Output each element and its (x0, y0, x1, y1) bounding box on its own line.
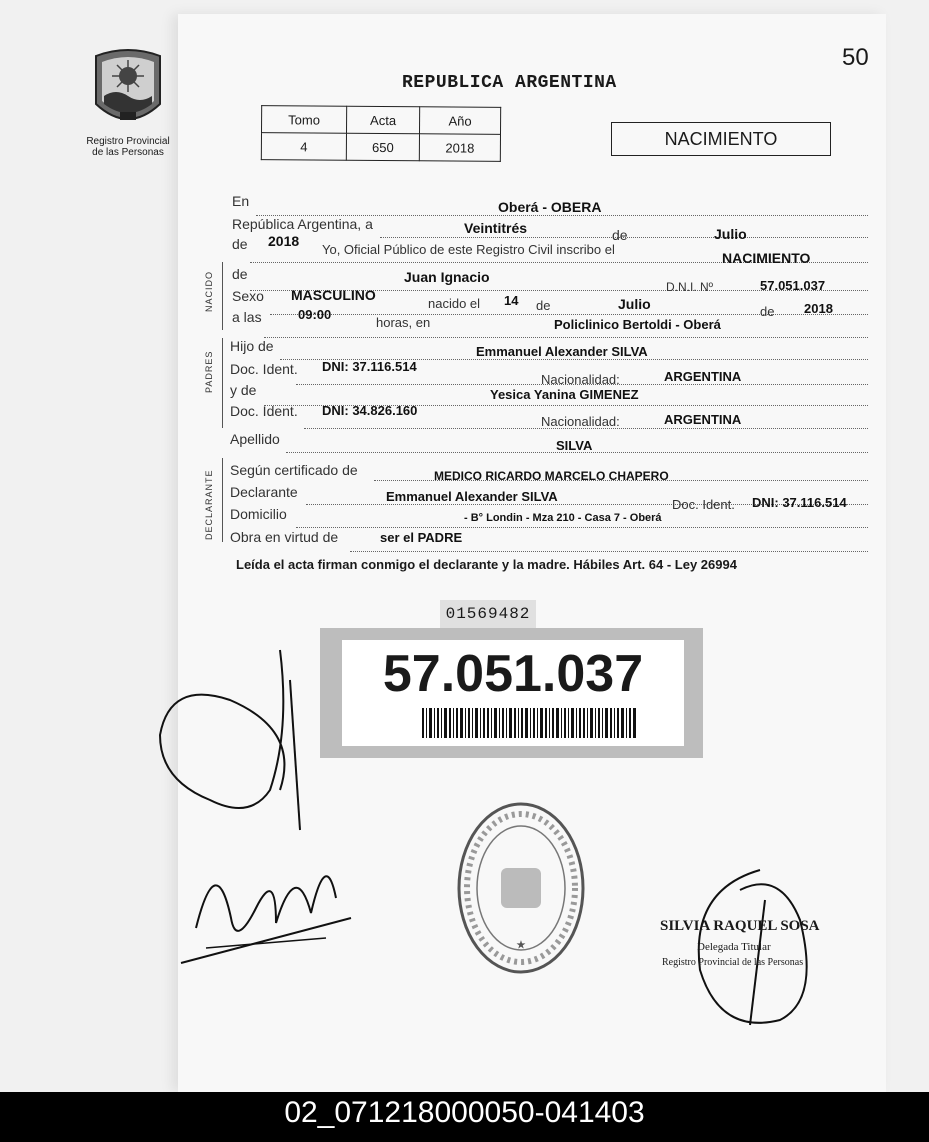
republica-label: República Argentina, a (232, 216, 373, 232)
declarante-bar (222, 458, 223, 542)
mes-value: Julio (714, 226, 747, 242)
organization-name (78, 136, 178, 158)
nac-anio-value: 2018 (804, 301, 833, 316)
dia-value: Veintitrés (464, 220, 528, 236)
nombre-label: de (232, 266, 248, 282)
lugar-nacimiento-value: Policlinico Bertoldi - Oberá (554, 317, 721, 332)
ref-header-anio: Año (419, 107, 500, 135)
padre-value: Emmanuel Alexander SILVA (476, 344, 648, 359)
dom-label: Domicilio (230, 506, 287, 522)
nacido-label: nacido el (428, 296, 481, 311)
org-line-2: de las Personas (92, 147, 164, 158)
dni-label: D.N.I. Nº (666, 280, 714, 294)
de3-label: de (536, 298, 551, 313)
handwritten-signature (150, 640, 320, 840)
doc1-label: Doc. Ident. (230, 361, 298, 377)
cert-value: MEDICO RICARDO MARCELO CHAPERO (434, 469, 669, 483)
ref-value-acta: 650 (346, 133, 419, 161)
dom-value: - B° Londin - Mza 210 - Casa 7 - Oberá (464, 512, 662, 524)
hijo-label: Hijo de (230, 338, 274, 354)
official-name: SILVIA RAQUEL SOSA (660, 918, 820, 934)
cert-label: Según certificado de (230, 462, 358, 478)
svg-text:★: ★ (516, 940, 526, 951)
page-title: REPUBLICA ARGENTINA (402, 73, 617, 93)
ref-value-anio: 2018 (419, 134, 500, 162)
inscribo-value: NACIMIENTO (722, 250, 811, 266)
hora-value: 09:00 (298, 307, 332, 322)
footer-code: 02_071218000050-041403 (284, 1096, 645, 1129)
sexo-value: MASCULINO (291, 287, 376, 303)
registry-seal-icon (456, 800, 586, 975)
sexo-label: Sexo (232, 288, 264, 304)
dni-sticker (320, 628, 703, 758)
doc2-label: Doc. Ident. (230, 403, 298, 419)
side-label-nacido: NACIDO (204, 270, 214, 312)
page-number: 50 (842, 44, 869, 71)
en-label: En (232, 193, 250, 209)
dotted-line (350, 551, 868, 552)
nac1-label: Nacionalidad: (541, 372, 620, 387)
dni-sticker-number: 57.051.037 (382, 645, 644, 703)
closing-statement: Leída el acta firman conmigo el declarante y la madre. Hábiles Art. 64 - Ley 26994 (236, 557, 737, 572)
dotted-line (270, 314, 868, 315)
barcode-icon (422, 708, 637, 738)
dni-value: 57.051.037 (760, 278, 826, 293)
provincial-emblem-icon (90, 46, 166, 130)
nac2-label: Nacionalidad: (541, 414, 620, 429)
doc1-value: DNI: 37.116.514 (322, 359, 417, 374)
reference-table (261, 105, 501, 162)
alas-label: a las (232, 309, 262, 325)
nac-mes-value: Julio (618, 296, 651, 312)
inscribo-label: Yo, Oficial Público de este Registro Civil inscribo el (322, 242, 615, 257)
lugar-acta-value: Oberá - OBERA (498, 199, 602, 215)
nacido-bar (222, 262, 223, 330)
side-label-declarante: DECLARANTE (204, 469, 214, 540)
nac-dia-value: 14 (504, 293, 519, 308)
nac2-value: ARGENTINA (664, 412, 742, 427)
obra-value: ser el PADRE (380, 530, 463, 545)
record-type-box: NACIMIENTO (611, 122, 831, 156)
ref-header-acta: Acta (347, 106, 420, 134)
anio-value: 2018 (268, 233, 300, 249)
doc2-value: DNI: 34.826.160 (322, 403, 418, 418)
dotted-line (264, 337, 868, 338)
decl-doc-label: Doc. Ident. (672, 497, 735, 512)
side-label-padres: PADRES (204, 350, 214, 393)
stamp-serial-number: 01569482 (440, 600, 536, 628)
horas-label: horas, en (376, 315, 431, 330)
decl-value: Emmanuel Alexander SILVA (386, 489, 558, 504)
official-organization: Registro Provincial de las Personas (662, 957, 804, 968)
handwritten-signature (176, 828, 356, 968)
nac1-value: ARGENTINA (664, 369, 742, 384)
ref-value-tomo: 4 (261, 133, 346, 161)
obra-label: Obra en virtud de (230, 529, 339, 545)
decl-doc-value: DNI: 37.116.514 (752, 495, 847, 510)
apellido-value: SILVA (556, 438, 593, 453)
de-label: de (612, 227, 628, 243)
decl-label: Declarante (230, 484, 298, 500)
madre-value: Yesica Yanina GIMENEZ (490, 387, 639, 402)
nombre-value: Juan Ignacio (404, 269, 490, 285)
de4-label: de (760, 304, 775, 319)
org-line-1: Registro Provincial (86, 136, 170, 147)
yde-label: y de (230, 382, 257, 398)
padres-bar (222, 338, 223, 428)
apellido-label: Apellido (230, 431, 280, 447)
de2-label: de (232, 236, 248, 252)
dotted-line (296, 527, 868, 528)
ref-header-tomo: Tomo (262, 106, 347, 134)
official-role: Delegada Titular (697, 941, 771, 953)
